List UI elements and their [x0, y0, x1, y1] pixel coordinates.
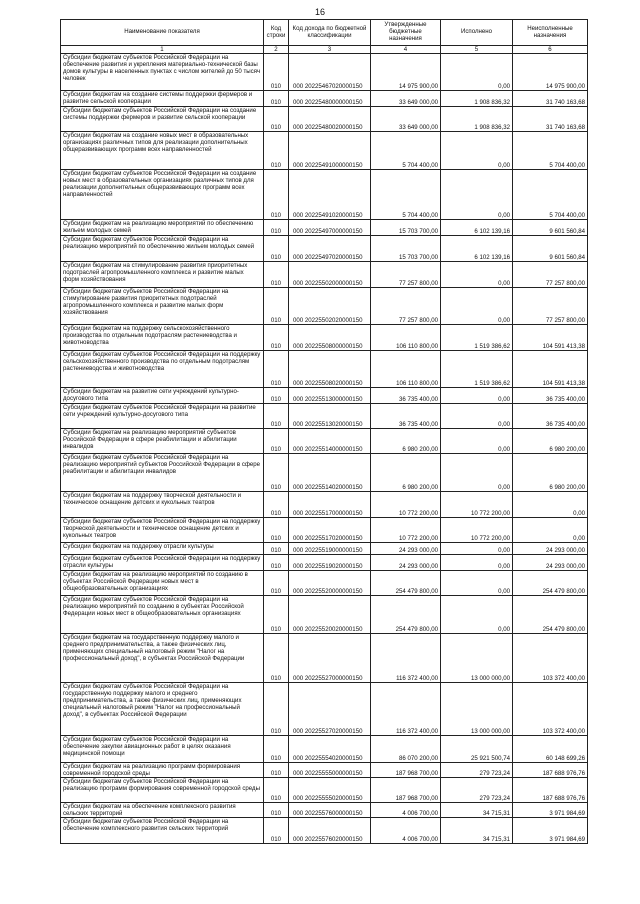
line-code: 010: [264, 262, 289, 288]
approved-amount: 77 257 800,00: [371, 288, 441, 325]
unexecuted-amount: 104 591 413,38: [513, 325, 588, 351]
row-name: Субсидии бюджетам субъектов Российской Федерации на государственную поддержку малого и среднего предпринимательства, а также физических лиц, применяющих специальный налоговый режим "Налог на профессиональный доход", в субъектах Российской Федерации: [61, 683, 264, 736]
line-code: 010: [264, 220, 289, 236]
unexecuted-amount: 31 740 163,68: [513, 91, 588, 107]
executed-amount: 13 000 000,00: [441, 683, 513, 736]
table-row: [61, 596, 588, 634]
approved-amount: 10 772 200,00: [371, 492, 441, 518]
row-name: Субсидии бюджетам субъектов Российской Федерации на реализацию мероприятий субъектов Российской Федерации в сфере реабилитации и абилитации инвалидов: [61, 454, 264, 492]
income-code: 000 20225514020000150: [289, 454, 371, 492]
income-code: 000 20225517020000150: [289, 518, 371, 543]
row-name: Субсидии бюджетам на реализацию мероприятий по созданию в субъектах Российской Федерации новых мест в общеобразовательных организациях: [61, 571, 264, 596]
approved-amount: 116 372 400,00: [371, 634, 441, 683]
row-name: Субсидии бюджетам субъектов Российской Федерации на реализацию мероприятий по обеспечению жильем молодых семей: [61, 236, 264, 262]
row-name: Субсидии бюджетам на обеспечение комплексного развития сельских территорий: [61, 803, 264, 818]
executed-amount: 279 723,24: [441, 778, 513, 803]
table-row: [61, 454, 588, 492]
table-row: [61, 543, 588, 555]
table-row: [61, 492, 588, 518]
approved-amount: 6 980 200,00: [371, 454, 441, 492]
line-code: 010: [264, 596, 289, 634]
executed-amount: 279 723,24: [441, 763, 513, 778]
income-code: 000 20225517000000150: [289, 492, 371, 518]
executed-amount: 6 102 139,16: [441, 236, 513, 262]
column-number: 6: [513, 46, 588, 54]
line-code: 010: [264, 543, 289, 555]
unexecuted-amount: 103 372 400,00: [513, 634, 588, 683]
income-code: 000 20225519020000150: [289, 555, 371, 571]
executed-amount: 1 908 836,32: [441, 91, 513, 107]
line-code: 010: [264, 778, 289, 803]
executed-amount: 10 772 200,00: [441, 518, 513, 543]
approved-amount: 24 293 000,00: [371, 555, 441, 571]
header-approved: Утвержденные бюджетные назначения: [371, 20, 441, 46]
unexecuted-amount: 187 688 976,76: [513, 763, 588, 778]
income-code: 000 20225497000000150: [289, 220, 371, 236]
approved-amount: 33 649 000,00: [371, 91, 441, 107]
unexecuted-amount: 9 601 560,84: [513, 220, 588, 236]
income-code: 000 20225514000000150: [289, 429, 371, 454]
row-name: Субсидии бюджетам субъектов Российской Федерации на поддержку сельскохозяйственного производства по отдельным подотраслям растениеводства и животноводства: [61, 351, 264, 388]
line-code: 010: [264, 818, 289, 844]
income-code: 000 20225497020000150: [289, 236, 371, 262]
row-name: Субсидии бюджетам субъектов Российской Федерации на обеспечение закупки авиационных работ в целях оказания медицинской помощи: [61, 736, 264, 763]
table-row: [61, 236, 588, 262]
executed-amount: 0,00: [441, 404, 513, 429]
line-code: 010: [264, 454, 289, 492]
executed-amount: 0,00: [441, 555, 513, 571]
approved-amount: 106 110 800,00: [371, 351, 441, 388]
line-code: 010: [264, 803, 289, 818]
approved-amount: 15 703 700,00: [371, 220, 441, 236]
approved-amount: 116 372 400,00: [371, 683, 441, 736]
unexecuted-amount: 9 601 560,84: [513, 236, 588, 262]
row-name: Субсидии бюджетам на создание новых мест в образовательных организациях различных типов для реализации дополнительных общеразвивающих программ всех направленностей: [61, 132, 264, 170]
income-code: 000 20225480020000150: [289, 107, 371, 132]
header-line-code: Код строки: [264, 20, 289, 46]
executed-amount: 34 715,31: [441, 818, 513, 844]
income-code: 000 20225527020000150: [289, 683, 371, 736]
unexecuted-amount: 187 688 976,76: [513, 778, 588, 803]
income-code: 000 20225555020000150: [289, 778, 371, 803]
approved-amount: 33 649 000,00: [371, 107, 441, 132]
income-code: 000 20225513000000150: [289, 388, 371, 404]
income-code: 000 20225520000000150: [289, 571, 371, 596]
approved-amount: 6 980 200,00: [371, 429, 441, 454]
line-code: 010: [264, 571, 289, 596]
executed-amount: 25 921 500,74: [441, 736, 513, 763]
approved-amount: 5 704 400,00: [371, 170, 441, 220]
table-row: [61, 220, 588, 236]
approved-amount: 15 703 700,00: [371, 236, 441, 262]
row-name: Субсидии бюджетам субъектов Российской Федерации на реализацию программ формирования современной городской среды: [61, 778, 264, 803]
unexecuted-amount: 77 257 800,00: [513, 288, 588, 325]
unexecuted-amount: 36 735 400,00: [513, 388, 588, 404]
row-name: Субсидии бюджетам на реализацию программ формирования современной городской среды: [61, 763, 264, 778]
executed-amount: 0,00: [441, 543, 513, 555]
approved-amount: 106 110 800,00: [371, 325, 441, 351]
income-code: 000 20225576020000150: [289, 818, 371, 844]
row-name: Субсидии бюджетам субъектов Российской Федерации на обеспечение развития и укрепления материально-технической базы домов культуры в населенных пунктах с числом жителей до 50 тысяч человек: [61, 54, 264, 91]
line-code: 010: [264, 492, 289, 518]
column-number: 3: [289, 46, 371, 54]
row-name: Субсидии бюджетам субъектов Российской Федерации на реализацию мероприятий по созданию в субъектах Российской Федерации новых мест в общеобразовательных организациях: [61, 596, 264, 634]
executed-amount: 0,00: [441, 132, 513, 170]
executed-amount: 0,00: [441, 454, 513, 492]
executed-amount: 0,00: [441, 429, 513, 454]
line-code: 010: [264, 736, 289, 763]
column-number: 5: [441, 46, 513, 54]
income-code: 000 20225491020000150: [289, 170, 371, 220]
approved-amount: 14 975 900,00: [371, 54, 441, 91]
table-row: [61, 818, 588, 844]
approved-amount: 5 704 400,00: [371, 132, 441, 170]
approved-amount: 187 968 700,00: [371, 763, 441, 778]
unexecuted-amount: 36 735 400,00: [513, 404, 588, 429]
unexecuted-amount: 24 293 000,00: [513, 555, 588, 571]
executed-amount: 0,00: [441, 262, 513, 288]
table-row: [61, 107, 588, 132]
page-number: 16: [314, 7, 325, 17]
unexecuted-amount: 0,00: [513, 518, 588, 543]
table-body: [61, 54, 588, 844]
unexecuted-amount: 3 971 984,69: [513, 803, 588, 818]
unexecuted-amount: 3 971 984,69: [513, 818, 588, 844]
unexecuted-amount: 6 980 200,00: [513, 454, 588, 492]
executed-amount: 0,00: [441, 388, 513, 404]
executed-amount: 1 908 836,32: [441, 107, 513, 132]
unexecuted-amount: 104 591 413,38: [513, 351, 588, 388]
executed-amount: 34 715,31: [441, 803, 513, 818]
executed-amount: 0,00: [441, 596, 513, 634]
approved-amount: 77 257 800,00: [371, 262, 441, 288]
row-name: Субсидии бюджетам на развитие сети учреждений культурно-досугового типа: [61, 388, 264, 404]
line-code: 010: [264, 404, 289, 429]
approved-amount: 187 968 700,00: [371, 778, 441, 803]
approved-amount: 10 772 200,00: [371, 518, 441, 543]
row-name: Субсидии бюджетам на поддержку отрасли культуры: [61, 543, 264, 555]
income-code: 000 20225502020000150: [289, 288, 371, 325]
table-row: [61, 518, 588, 543]
row-name: Субсидии бюджетам субъектов Российской Федерации на создание новых мест в образовательных организациях различных типов для реализации дополнительных общеразвивающих программ всех направленностей: [61, 170, 264, 220]
income-code: 000 20225467020000150: [289, 54, 371, 91]
income-code: 000 20225554020000150: [289, 736, 371, 763]
unexecuted-amount: 254 479 800,00: [513, 596, 588, 634]
row-name: Субсидии бюджетам на создание системы поддержки фермеров и развитие сельской кооперации: [61, 91, 264, 107]
header-executed: Исполнено: [441, 20, 513, 46]
line-code: 010: [264, 429, 289, 454]
executed-amount: 10 772 200,00: [441, 492, 513, 518]
table-row: [61, 388, 588, 404]
table-row: [61, 571, 588, 596]
line-code: 010: [264, 91, 289, 107]
income-code: 000 20225508020000150: [289, 351, 371, 388]
column-number: 1: [61, 46, 264, 54]
unexecuted-amount: 5 704 400,00: [513, 170, 588, 220]
approved-amount: 24 293 000,00: [371, 543, 441, 555]
unexecuted-amount: 77 257 800,00: [513, 262, 588, 288]
header-indicator-name: Наименование показателя: [61, 20, 264, 46]
table-row: [61, 404, 588, 429]
approved-amount: 4 006 700,00: [371, 818, 441, 844]
income-code: 000 20225576000000150: [289, 803, 371, 818]
line-code: 010: [264, 388, 289, 404]
row-name: Субсидии бюджетам субъектов Российской Федерации на поддержку творческой деятельности и техническое оснащение детских и кукольных театров: [61, 518, 264, 543]
unexecuted-amount: 6 980 200,00: [513, 429, 588, 454]
line-code: 010: [264, 763, 289, 778]
budget-execution-table: [60, 19, 588, 844]
unexecuted-amount: 14 975 900,00: [513, 54, 588, 91]
executed-amount: 13 000 000,00: [441, 634, 513, 683]
income-code: 000 20225480000000150: [289, 91, 371, 107]
line-code: 010: [264, 683, 289, 736]
row-name: Субсидии бюджетам на реализацию мероприятий субъектов Российской Федерации в сфере реабилитации и абилитации инвалидов: [61, 429, 264, 454]
income-code: 000 20225520020000150: [289, 596, 371, 634]
approved-amount: 36 735 400,00: [371, 404, 441, 429]
table-row: [61, 54, 588, 91]
header-unexecuted: Неисполненные назначения: [513, 20, 588, 46]
row-name: Субсидии бюджетам субъектов Российской Федерации на стимулирование развития приоритетных подотраслей агропромышленного комплекса и развитие малых форм хозяйствования: [61, 288, 264, 325]
table-row: [61, 170, 588, 220]
unexecuted-amount: 5 704 400,00: [513, 132, 588, 170]
income-code: 000 20225555000000150: [289, 763, 371, 778]
line-code: 010: [264, 351, 289, 388]
approved-amount: 36 735 400,00: [371, 388, 441, 404]
table-row: [61, 429, 588, 454]
row-name: Субсидии бюджетам на поддержку творческой деятельности и техническое оснащение детских и кукольных театров: [61, 492, 264, 518]
header-income-code: Код дохода по бюджетной классификации: [289, 20, 371, 46]
table-row: [61, 555, 588, 571]
row-name: Субсидии бюджетам на реализацию мероприятий по обеспечению жильем молодых семей: [61, 220, 264, 236]
line-code: 010: [264, 170, 289, 220]
executed-amount: 1 519 386,62: [441, 325, 513, 351]
table-row: [61, 634, 588, 683]
income-code: 000 20225508000000150: [289, 325, 371, 351]
table-row: [61, 763, 588, 778]
line-code: 010: [264, 555, 289, 571]
column-number: 2: [264, 46, 289, 54]
approved-amount: 254 479 800,00: [371, 596, 441, 634]
executed-amount: 0,00: [441, 288, 513, 325]
unexecuted-amount: 103 372 400,00: [513, 683, 588, 736]
income-code: 000 20225527000000150: [289, 634, 371, 683]
line-code: 010: [264, 54, 289, 91]
approved-amount: 86 070 200,00: [371, 736, 441, 763]
approved-amount: 254 479 800,00: [371, 571, 441, 596]
unexecuted-amount: 31 740 163,68: [513, 107, 588, 132]
line-code: 010: [264, 236, 289, 262]
line-code: 010: [264, 288, 289, 325]
table-row: [61, 351, 588, 388]
table-row: [61, 325, 588, 351]
line-code: 010: [264, 132, 289, 170]
unexecuted-amount: 254 479 800,00: [513, 571, 588, 596]
line-code: 010: [264, 325, 289, 351]
row-name: Субсидии бюджетам на стимулирование развития приоритетных подотраслей агропромышленного комплекса и развитие малых форм хозяйствования: [61, 262, 264, 288]
column-number: 4: [371, 46, 441, 54]
approved-amount: 4 006 700,00: [371, 803, 441, 818]
table-row: [61, 288, 588, 325]
executed-amount: 6 102 139,16: [441, 220, 513, 236]
table-header-row: [61, 20, 588, 46]
column-number-row: [61, 46, 588, 54]
income-code: 000 20225513020000150: [289, 404, 371, 429]
table-row: [61, 778, 588, 803]
line-code: 010: [264, 634, 289, 683]
table-row: [61, 262, 588, 288]
row-name: Субсидии бюджетам субъектов Российской Федерации на создание системы поддержки фермеров и развитие сельской кооперации: [61, 107, 264, 132]
table-row: [61, 803, 588, 818]
income-code: 000 20225519000000150: [289, 543, 371, 555]
unexecuted-amount: 24 293 000,00: [513, 543, 588, 555]
unexecuted-amount: 0,00: [513, 492, 588, 518]
income-code: 000 20225491000000150: [289, 132, 371, 170]
line-code: 010: [264, 107, 289, 132]
row-name: Субсидии бюджетам субъектов Российской Федерации на развитие сети учреждений культурно-досугового типа: [61, 404, 264, 429]
row-name: Субсидии бюджетам субъектов Российской Федерации на обеспечение комплексного развития сельских территорий: [61, 818, 264, 844]
executed-amount: 1 519 386,62: [441, 351, 513, 388]
table-row: [61, 132, 588, 170]
unexecuted-amount: 60 148 699,26: [513, 736, 588, 763]
table-row: [61, 91, 588, 107]
executed-amount: 0,00: [441, 54, 513, 91]
line-code: 010: [264, 518, 289, 543]
row-name: Субсидии бюджетам на поддержку сельскохозяйственного производства по отдельным подотраслям растениеводства и животноводства: [61, 325, 264, 351]
row-name: Субсидии бюджетам на государственную поддержку малого и среднего предпринимательства, а также физических лиц, применяющих специальный налоговый режим "Налог на профессиональный доход", в субъектах Российской Федерации: [61, 634, 264, 683]
table-row: [61, 683, 588, 736]
table-row: [61, 736, 588, 763]
executed-amount: 0,00: [441, 170, 513, 220]
income-code: 000 20225502000000150: [289, 262, 371, 288]
executed-amount: 0,00: [441, 571, 513, 596]
row-name: Субсидии бюджетам субъектов Российской Федерации на поддержку отрасли культуры: [61, 555, 264, 571]
